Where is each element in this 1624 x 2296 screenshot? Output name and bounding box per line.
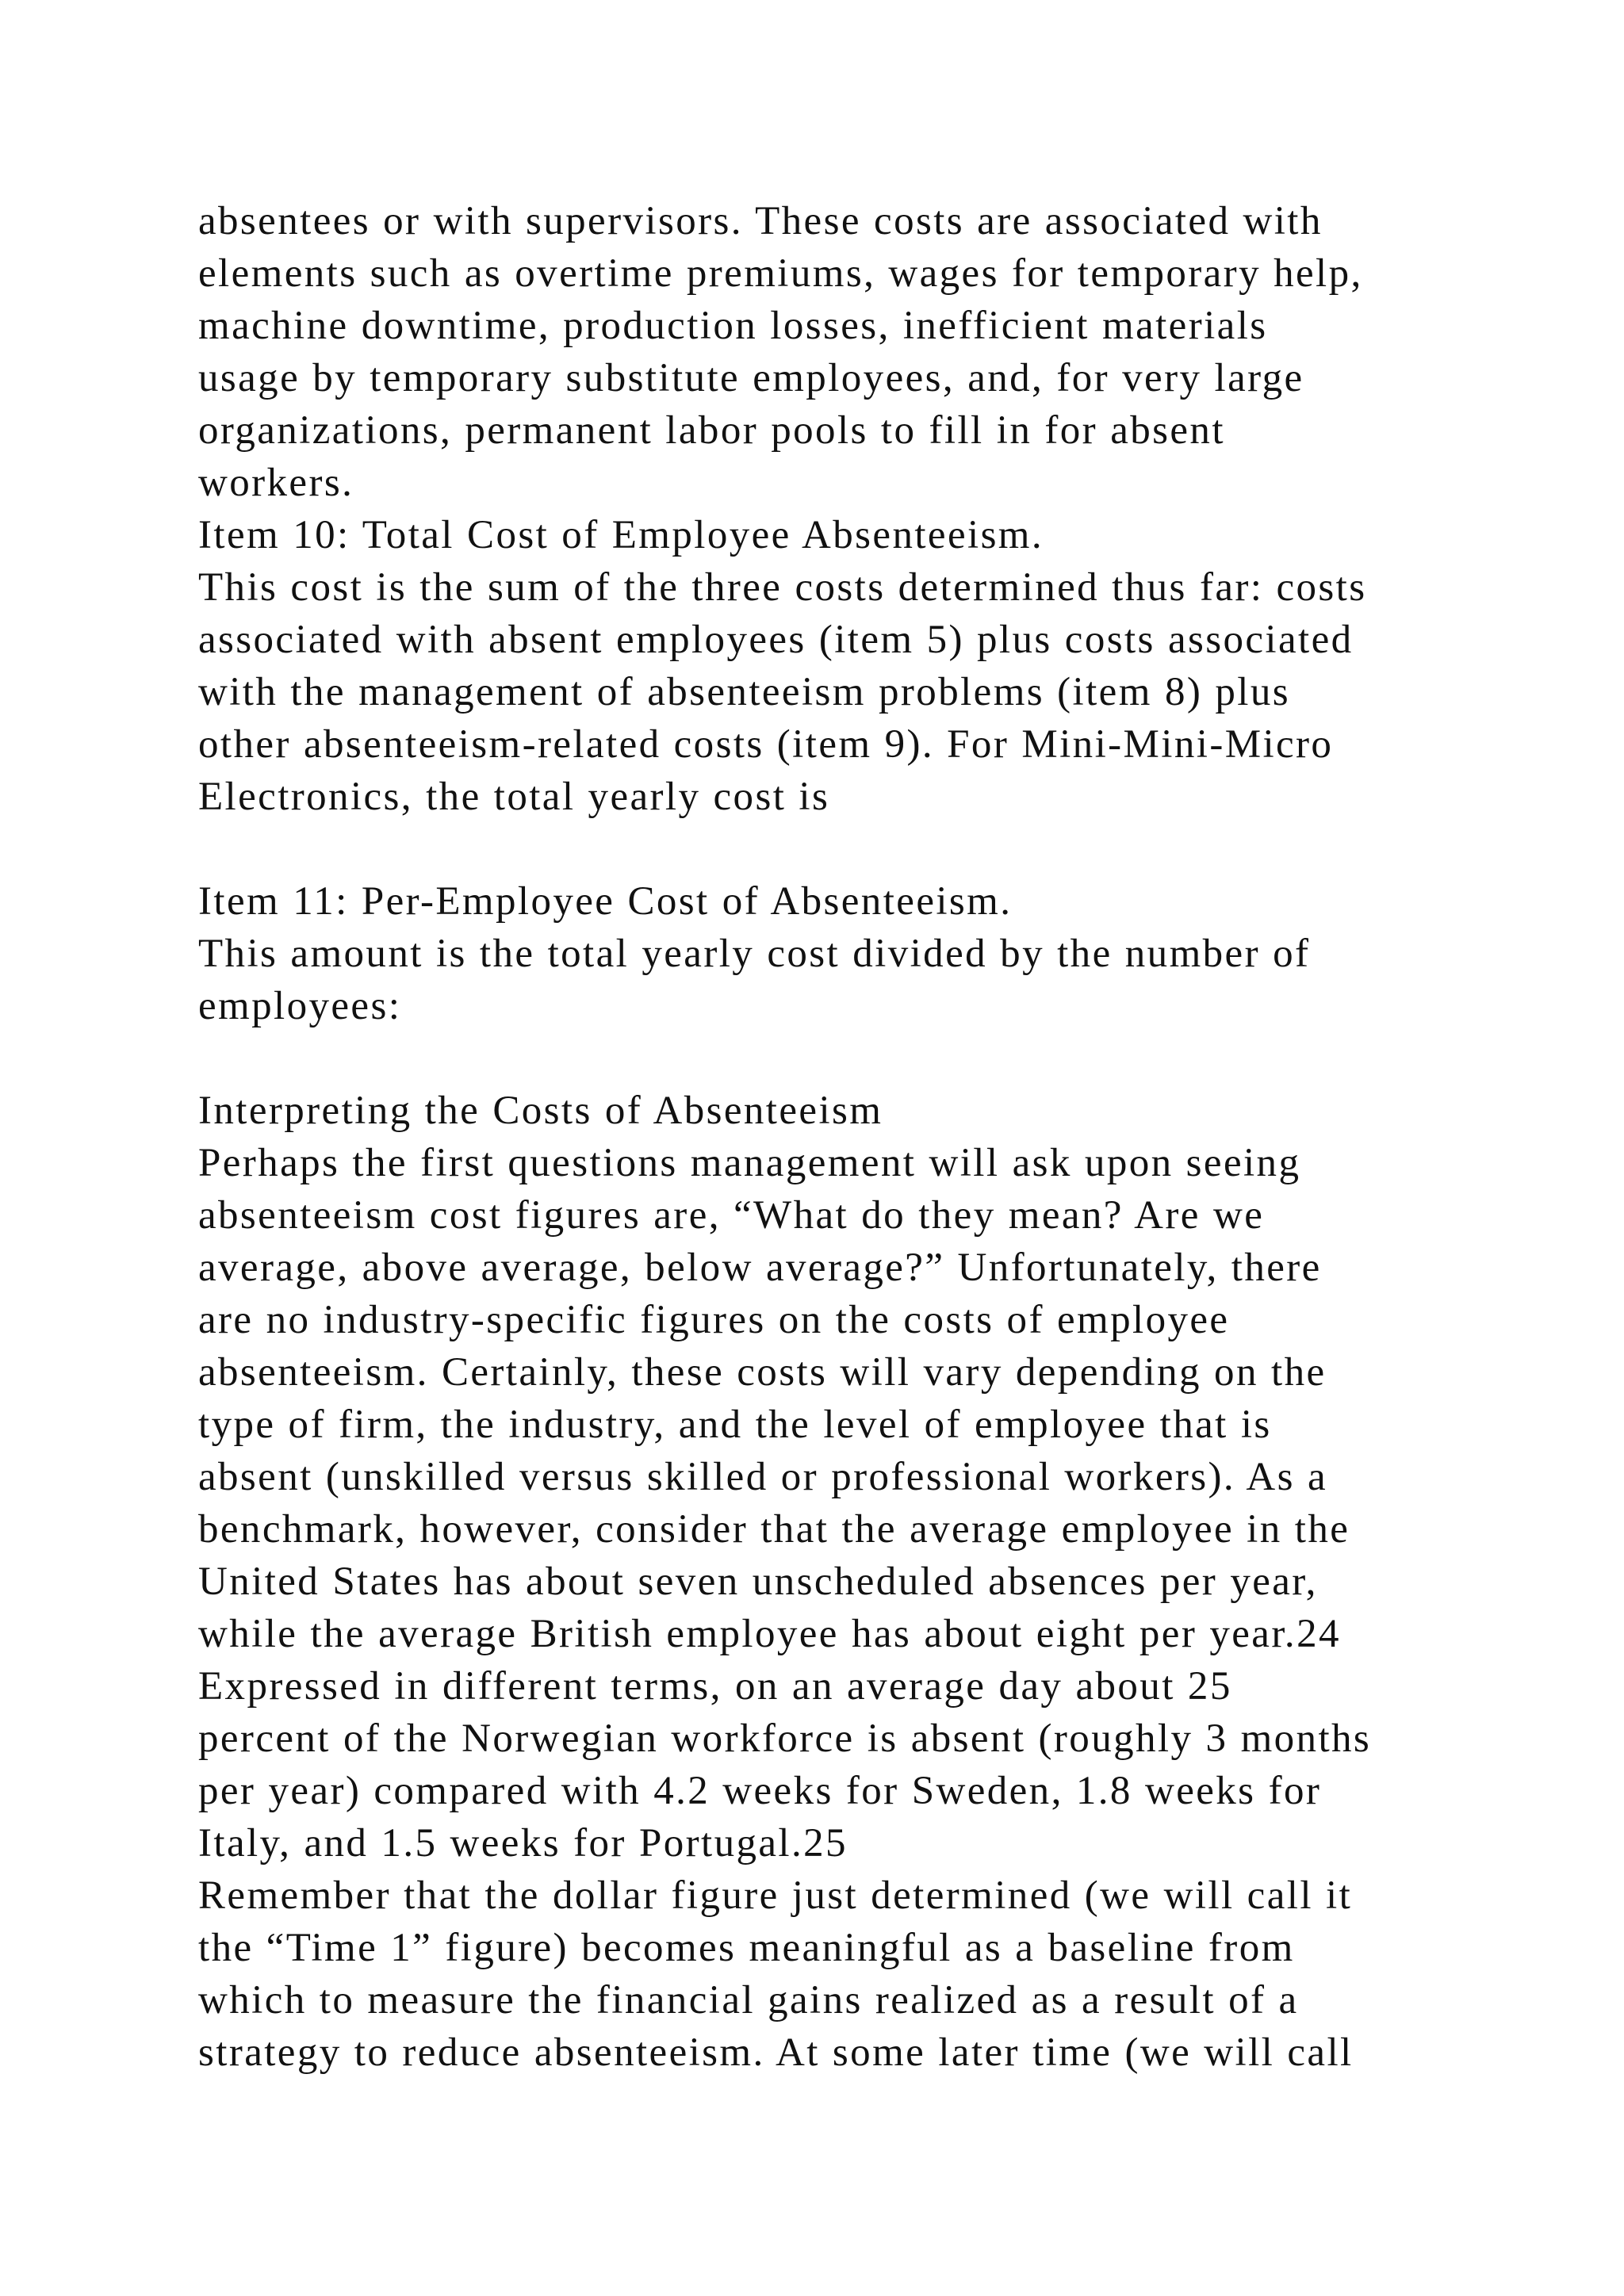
interpreting-heading: Interpreting the Costs of Absenteeism xyxy=(198,1089,883,1133)
section-interpreting-costs xyxy=(198,1085,1499,1869)
text-line: machine downtime, production losses, inefficient materials xyxy=(198,304,1268,348)
text-line: Expressed in different terms, on an average day about 25 xyxy=(198,1664,1232,1709)
text-line: per year) compared with 4.2 weeks for Sweden, 1.8 weeks for xyxy=(198,1769,1322,1813)
blank-line xyxy=(198,823,1499,875)
text-line: are no industry-specific figures on the costs of employee xyxy=(198,1298,1230,1342)
text-line: with the management of absenteeism problems (item 8) plus xyxy=(198,670,1290,714)
text-line: United States has about seven unscheduled absences per year, xyxy=(198,1559,1318,1604)
text-line: benchmark, however, consider that the average employee in the xyxy=(198,1507,1350,1552)
text-line: associated with absent employees (item 5) plus costs associated xyxy=(198,618,1354,662)
text-line: Perhaps the first questions management will ask upon seeing xyxy=(198,1141,1301,1185)
text-line: This cost is the sum of the three costs determined thus far: costs xyxy=(198,565,1367,610)
section-item-10 xyxy=(198,509,1499,823)
text-line: workers. xyxy=(198,461,354,505)
text-line: usage by temporary substitute employees, and, for very large xyxy=(198,356,1304,400)
text-line: average, above average, below average?” Unfortunately, there xyxy=(198,1246,1322,1290)
text-line: Remember that the dollar figure just determined (we will call it xyxy=(198,1873,1353,1918)
text-line: strategy to reduce absenteeism. At some later time (we will call xyxy=(198,2030,1354,2075)
text-line: employees: xyxy=(198,984,402,1028)
paragraph-baseline xyxy=(198,1869,1499,2079)
section-item-11 xyxy=(198,875,1499,1032)
text-line: the “Time 1” figure) becomes meaningful as a baseline from xyxy=(198,1926,1295,1970)
text-line: organizations, permanent labor pools to fill in for absent xyxy=(198,408,1225,453)
paragraph-overtime-costs xyxy=(198,195,1499,509)
text-line: Electronics, the total yearly cost is xyxy=(198,775,830,819)
text-line: Italy, and 1.5 weeks for Portugal.25 xyxy=(198,1821,848,1866)
text-line: absentees or with supervisors. These costs are associated with xyxy=(198,199,1323,243)
text-line: absenteeism cost figures are, “What do they mean? Are we xyxy=(198,1193,1265,1238)
document-page xyxy=(198,195,1499,2079)
text-line: which to measure the financial gains realized as a result of a xyxy=(198,1978,1299,2022)
text-line: This amount is the total yearly cost divided by the number of xyxy=(198,932,1311,976)
text-line: other absenteeism-related costs (item 9). For Mini-Mini-Micro xyxy=(198,722,1334,767)
text-line: absenteeism. Certainly, these costs will vary depending on the xyxy=(198,1350,1327,1395)
text-line: elements such as overtime premiums, wages for temporary help, xyxy=(198,251,1363,296)
item-11-heading: Item 11: Per-Employee Cost of Absenteeism. xyxy=(198,879,1013,924)
text-line: percent of the Norwegian workforce is absent (roughly 3 months xyxy=(198,1716,1372,1761)
item-10-heading: Item 10: Total Cost of Employee Absenteeism. xyxy=(198,513,1044,557)
blank-line xyxy=(198,1032,1499,1085)
text-line: type of firm, the industry, and the level of employee that is xyxy=(198,1402,1272,1447)
text-line: while the average British employee has about eight per year.24 xyxy=(198,1612,1341,1656)
text-line: absent (unskilled versus skilled or professional workers). As a xyxy=(198,1455,1328,1499)
